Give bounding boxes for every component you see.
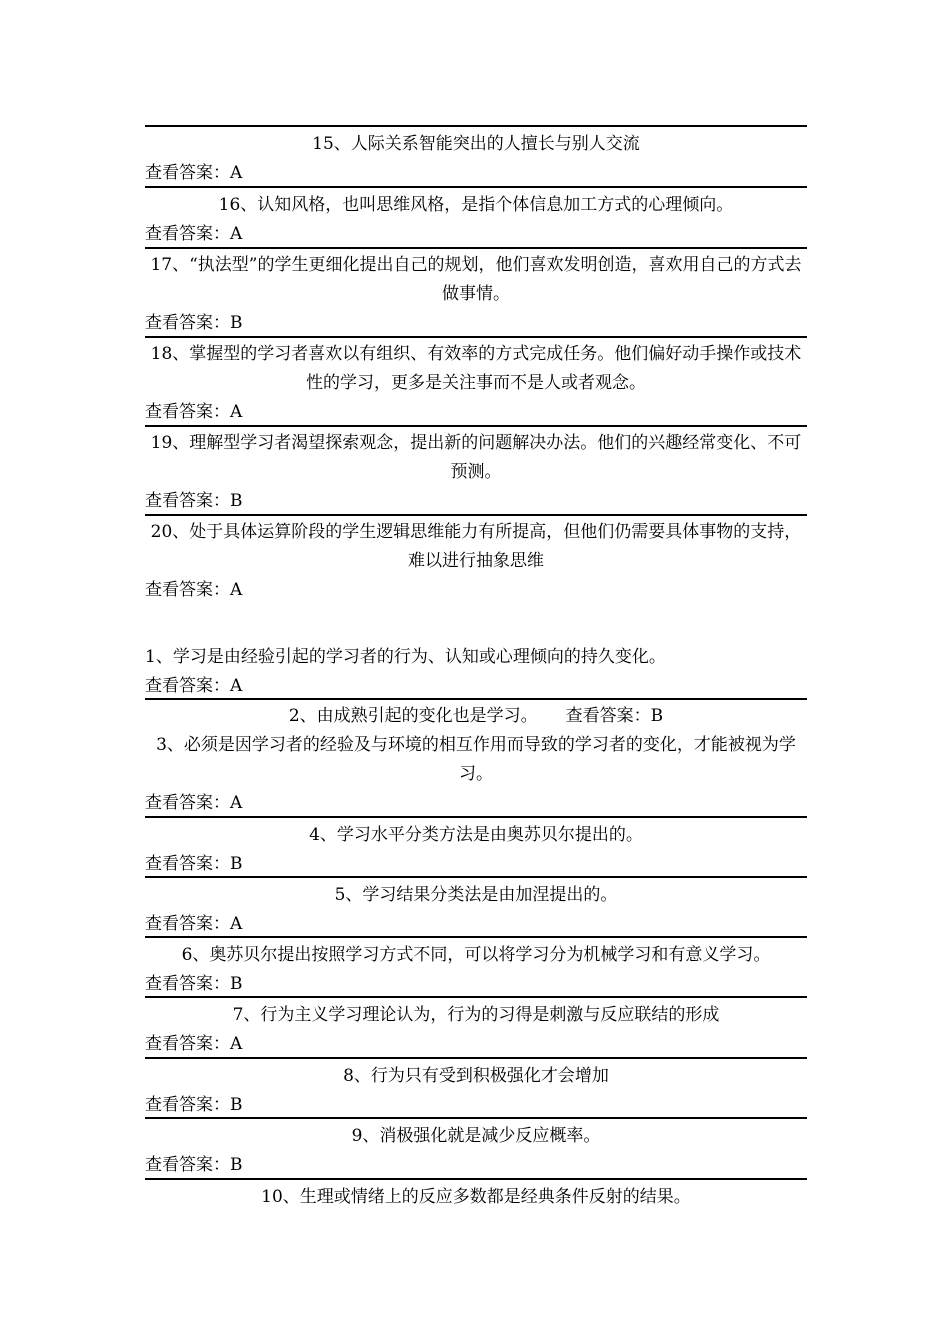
answer-value: A xyxy=(230,676,243,696)
answer-prefix: 查看答案： xyxy=(145,676,230,696)
divider xyxy=(145,247,807,249)
question-text: 9、消极强化就是减少反应概率。 xyxy=(351,1126,601,1146)
answer-prefix: 查看答案： xyxy=(145,491,230,511)
answer-value: A xyxy=(230,793,243,813)
answer-value: A xyxy=(230,163,243,183)
question-text: 5、学习结果分类法是由加涅提出的。 xyxy=(334,885,618,905)
question-text: 8、行为只有受到积极强化才会增加 xyxy=(343,1066,609,1086)
divider xyxy=(145,186,807,188)
answer-line[interactable] xyxy=(145,489,243,513)
answer-prefix: 查看答案： xyxy=(145,580,230,600)
answer-line[interactable] xyxy=(566,706,664,726)
answer-value: B xyxy=(230,1095,243,1115)
answer-prefix: 查看答案： xyxy=(145,974,230,994)
answer-line[interactable] xyxy=(145,674,242,698)
question-text: 2、由成熟引起的变化也是学习。 xyxy=(288,706,538,726)
divider xyxy=(145,1178,807,1180)
answer-prefix: 查看答案： xyxy=(565,706,651,726)
answer-value: B xyxy=(650,706,664,726)
answer-value: A xyxy=(230,914,243,934)
answer-value: A xyxy=(230,224,243,244)
answer-prefix: 查看答案： xyxy=(145,1034,230,1054)
divider xyxy=(145,1117,807,1119)
answer-line[interactable] xyxy=(145,400,242,424)
question-text: 3、必须是因学习者的经验及与环境的相互作用而导致的学习者的变化，才能被视为学习。 xyxy=(156,735,796,784)
question-text: 15、人际关系智能突出的人擅长与别人交流 xyxy=(312,134,640,154)
divider xyxy=(145,876,807,878)
question-text: 20、处于具体运算阶段的学生逻辑思维能力有所提高，但他们仍需要具体事物的支持，难以进行抽象思维 xyxy=(150,522,802,571)
answer-value: A xyxy=(230,580,243,600)
answer-line[interactable] xyxy=(145,972,243,996)
question-text: 16、认知风格，也叫思维风格，是指个体信息加工方式的心理倾向。 xyxy=(218,195,734,215)
question-text: 17、“执法型”的学生更细化提出自己的规划，他们喜欢发明创造，喜欢用自己的方式去做事情。 xyxy=(150,255,802,304)
question-text: 7、行为主义学习理论认为，行为的习得是刺激与反应联结的形成 xyxy=(232,1005,720,1025)
divider xyxy=(145,816,807,818)
question-text: 4、学习水平分类方法是由奥苏贝尔提出的。 xyxy=(309,825,643,845)
answer-line[interactable] xyxy=(145,852,243,876)
answer-prefix: 查看答案： xyxy=(145,914,230,934)
answer-value: B xyxy=(230,854,243,874)
answer-prefix: 查看答案： xyxy=(145,1155,230,1175)
answer-value: B xyxy=(230,491,243,511)
answer-line[interactable] xyxy=(145,1032,242,1056)
answer-line[interactable] xyxy=(145,1153,243,1177)
divider xyxy=(145,336,807,338)
divider xyxy=(145,425,807,427)
divider xyxy=(145,514,807,516)
answer-value: A xyxy=(230,402,243,422)
answer-value: A xyxy=(230,1034,243,1054)
answer-prefix: 查看答案： xyxy=(145,163,230,183)
question-text: 10、生理或情绪上的反应多数都是经典条件反射的结果。 xyxy=(261,1187,691,1207)
answer-line[interactable] xyxy=(145,578,242,602)
answer-prefix: 查看答案： xyxy=(145,402,230,422)
answer-line[interactable] xyxy=(145,311,243,335)
answer-value: B xyxy=(230,313,243,333)
divider xyxy=(145,936,807,938)
divider xyxy=(145,996,807,998)
answer-prefix: 查看答案： xyxy=(145,854,230,874)
answer-prefix: 查看答案： xyxy=(145,313,230,333)
divider xyxy=(145,1057,807,1059)
question-row xyxy=(145,702,807,731)
answer-prefix: 查看答案： xyxy=(145,793,230,813)
answer-prefix: 查看答案： xyxy=(145,224,230,244)
answer-line[interactable] xyxy=(145,161,242,185)
answer-line[interactable] xyxy=(145,222,242,246)
divider xyxy=(145,125,807,127)
answer-line[interactable] xyxy=(145,791,242,815)
question-text: 18、掌握型的学习者喜欢以有组织、有效率的方式完成任务。他们偏好动手操作或技术性的学习，更多是关注事而不是人或者观念。 xyxy=(150,344,802,393)
answer-value: B xyxy=(230,1155,243,1175)
answer-prefix: 查看答案： xyxy=(145,1095,230,1115)
question-text: 19、理解型学习者渴望探索观念，提出新的问题解决办法。他们的兴趣经常变化、不可预测。 xyxy=(150,433,802,482)
answer-line[interactable] xyxy=(145,912,242,936)
answer-line[interactable] xyxy=(145,1093,243,1117)
answer-value: B xyxy=(230,974,243,994)
question-text: 6、奥苏贝尔提出按照学习方式不同，可以将学习分为机械学习和有意义学习。 xyxy=(181,945,771,965)
question-text: 1、学习是由经验引起的学习者的行为、认知或心理倾向的持久变化。 xyxy=(145,647,666,667)
divider xyxy=(145,698,807,700)
